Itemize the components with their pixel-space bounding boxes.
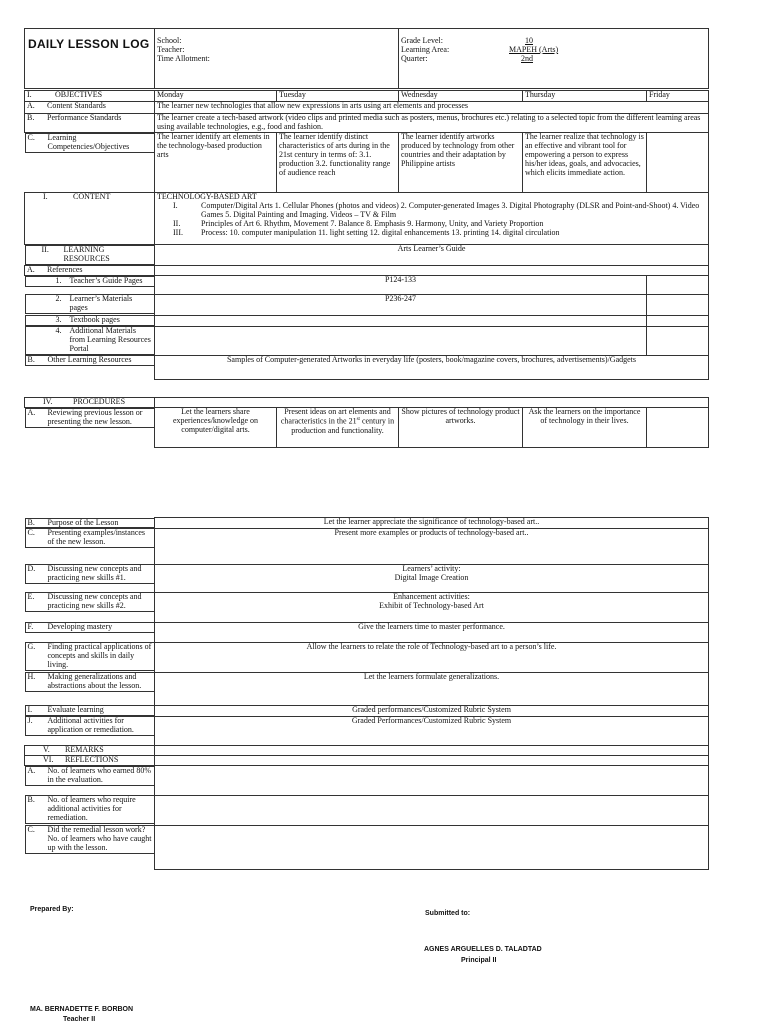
row-letter: E.: [27, 592, 35, 602]
reviewing-row: [25, 407, 709, 447]
proc-row: [25, 564, 709, 592]
content-item: [157, 202, 706, 220]
quarter-value: 2nd: [521, 54, 533, 63]
additional-materials-row: [25, 326, 709, 355]
row-letter: C.: [27, 133, 35, 142]
principal-title: Principal II: [461, 957, 497, 964]
competency-monday: The learner identify art elements in the technology-based production arts: [155, 133, 277, 193]
row-letter: H.: [27, 672, 36, 682]
proc-line: Learners’ activity:: [402, 564, 461, 573]
row-letter: C.: [27, 825, 35, 835]
row-label: Did the remedial lesson work? No. of learners who have caught up with the lesson.: [47, 825, 152, 853]
row-letter: D.: [27, 564, 36, 574]
competency-friday: [647, 133, 709, 193]
content-item-text: Process: 10. computer manipulation 11. light setting 12. digital enhancements 13. printing 14. digital circulation: [201, 227, 560, 237]
content-standards-text: The learner new technologies that allow new expressions in arts using art elements and processes: [155, 102, 709, 114]
ref-num: 1.: [55, 275, 62, 285]
superscript: st: [356, 416, 360, 422]
learners-guide: Arts Learner’s Guide: [155, 245, 709, 266]
row-letter: A.: [27, 407, 36, 417]
proc-text: [155, 528, 709, 564]
review-friday: [647, 407, 709, 447]
review-wednesday: Show pictures of technology product artworks.: [399, 407, 523, 447]
reflections-num: VI.: [43, 755, 54, 764]
proc-text: [155, 592, 709, 622]
proc-row: [25, 592, 709, 622]
proc-text: [155, 518, 709, 529]
proc-text: [155, 716, 709, 745]
page-title: DAILY LESSON LOG: [25, 29, 155, 89]
day-wednesday: Wednesday: [399, 91, 523, 102]
resources-num: II.: [41, 245, 49, 254]
school-label: School:: [157, 36, 182, 45]
proc-line: Present more examples or products of technology-based art..: [334, 528, 529, 537]
empty-cell: [155, 825, 709, 869]
competency-thursday: The learner realize that technology is an effective and vibrant tool for empowering a person to express his/her ideas, goals, and advocacies, which elicits immediate action.: [523, 133, 647, 193]
proc-line: Graded Performances/Customized Rubric System: [351, 716, 512, 725]
procedures-table: [24, 397, 709, 448]
remarks-num: V.: [43, 745, 50, 754]
objectives-num: I.: [27, 90, 32, 99]
submitted-to-label: Submitted to:: [425, 910, 471, 917]
lesson-table: [24, 90, 709, 380]
row-label: Discussing new concepts and practicing new skills #1.: [47, 564, 142, 583]
content-item-num: II.: [173, 218, 181, 228]
objectives-label: OBJECTIVES: [55, 90, 103, 99]
empty-cell: [155, 265, 709, 275]
teacher-title: Teacher II: [63, 1016, 96, 1023]
proc-text: [155, 672, 709, 705]
row-letter: J.: [27, 716, 33, 726]
references-row: [25, 265, 709, 275]
empty-cell: [155, 795, 709, 825]
row-letter: G.: [27, 642, 36, 652]
proc-line: Digital Image Creation: [394, 572, 469, 582]
empty-cell: [155, 765, 709, 795]
day-friday: Friday: [647, 91, 709, 102]
row-label: Purpose of the Lesson: [47, 517, 119, 527]
ref-num: 2.: [55, 294, 62, 304]
learners-materials-pages: P236-247: [155, 294, 647, 315]
content-item: [157, 229, 706, 238]
objectives-row: [25, 91, 709, 102]
proc-line: Exhibit of Technology-based Art: [379, 600, 484, 610]
prepared-by-label: Prepared By:: [30, 906, 74, 913]
teachers-guide-row: [25, 275, 709, 294]
row-letter: A.: [27, 265, 35, 274]
learners-materials-row: [25, 294, 709, 315]
row-letter: A.: [27, 765, 36, 775]
proc-text: [155, 705, 709, 716]
competencies-row: [25, 133, 709, 193]
row-label: Additional activities for application or remediation.: [47, 716, 134, 735]
grade-level-label: Grade Level:: [401, 36, 443, 45]
row-label: Presenting examples/instances of the new lesson.: [47, 528, 146, 547]
proc-text: [155, 622, 709, 642]
learning-area-value: MAPEH (Arts): [509, 45, 559, 54]
row-label: Performance Standards: [47, 113, 122, 122]
other-resources-text: Samples of Computer-generated Artworks in everyday life (posters, book/magazine covers, brochures, advertisements)/Gadgets: [155, 355, 709, 379]
proc-row: [25, 716, 709, 745]
empty-cell: [155, 326, 647, 355]
row-letter: B.: [27, 517, 35, 527]
proc-row: [25, 672, 709, 705]
reflections-row: [25, 755, 709, 765]
proc-line: Allow the learners to relate the role of Technology-based art to a person’s life.: [306, 642, 557, 651]
empty-cell: [647, 275, 709, 294]
day-monday: Monday: [155, 91, 277, 102]
review-tuesday: [277, 407, 399, 447]
proc-line: Give the learners time to master performance.: [358, 622, 505, 631]
remarks-label: REMARKS: [65, 745, 104, 754]
row-label: Reviewing previous lesson or presenting the new lesson.: [47, 407, 143, 426]
content-item-text: Computer/Digital Arts 1. Cellular Phones (photos and videos) 2. Computer-generated Images 3. Digital Photography (DLSR and Point-and-Shoot) 4. Video Games 5. Digital Painting and Imaging. Videos – TV & Film: [201, 200, 700, 219]
content-cell: [155, 193, 709, 245]
ref-num: 3.: [55, 315, 62, 325]
proc-text: [155, 564, 709, 592]
review-tuesday-text: Present ideas on art elements and characteristics in the 21: [280, 407, 391, 426]
procedures-header-row: [25, 398, 709, 408]
proc-line: Let the learners formulate generalizations.: [363, 672, 500, 681]
ref-num: 4.: [55, 326, 62, 336]
procedures-continued-table: [24, 517, 709, 870]
header-table: [24, 28, 709, 89]
teacher-name: MA. BERNADETTE F. BORBON: [30, 1006, 134, 1013]
proc-row: [25, 622, 709, 642]
other-resources-row: [25, 355, 709, 379]
empty-cell: [155, 315, 647, 326]
review-monday: Let the learners share experiences/knowledge on computer/digital arts.: [155, 407, 277, 447]
empty-cell: [647, 294, 709, 315]
row-letter: B.: [27, 355, 35, 365]
content-item-num: III.: [173, 227, 183, 237]
content-item-num: I.: [173, 200, 178, 210]
remarks-row: [25, 745, 709, 755]
day-tuesday: Tuesday: [277, 91, 399, 102]
day-thursday: Thursday: [523, 91, 647, 102]
ref-label: Additional Materials from Learning Resources Portal: [69, 326, 151, 354]
row-letter: B.: [27, 795, 35, 805]
content-label: CONTENT: [73, 192, 111, 201]
row-label: Developing mastery: [47, 622, 113, 632]
row-label: No. of learners who earned 80% in the evaluation.: [47, 765, 152, 784]
row-label: Finding practical applications of concepts and skills in daily living.: [47, 642, 152, 670]
competency-wednesday: The learner identify artworks produced by technology from other countries and their adaptation by Philippine artists: [399, 133, 523, 193]
proc-row: [25, 705, 709, 716]
row-label: References: [47, 265, 83, 274]
content-standards-row: [25, 102, 709, 114]
procedures-num: IV.: [43, 397, 53, 406]
ref-label: Textbook pages: [69, 315, 120, 325]
proc-line: Graded performances/Customized Rubric System: [352, 705, 511, 714]
empty-cell: [647, 315, 709, 326]
review-thursday: Ask the learners on the importance of technology in their lives.: [523, 407, 647, 447]
ref-label: Learner’s Materials pages: [69, 294, 133, 313]
row-label: Learning Competencies/Objectives: [47, 133, 130, 151]
row-label: Other Learning Resources: [47, 355, 132, 365]
content-item-text: Principles of Art 6. Rhythm, Movement 7. Balance 8. Emphasis 9. Harmony, Unity, and Variety Proportion: [201, 218, 544, 228]
row-letter: I.: [27, 705, 33, 715]
procedures-label: PROCEDURES: [73, 397, 126, 406]
empty-cell: [647, 326, 709, 355]
content-heading: TECHNOLOGY-BASED ART: [157, 192, 257, 201]
reflection-item-row: [25, 795, 709, 825]
proc-line: Let the learner appreciate the significance of technology-based art..: [323, 517, 540, 526]
grade-level-value: 10: [525, 36, 533, 45]
proc-row: [25, 518, 709, 529]
empty-cell: [155, 755, 709, 765]
proc-text: [155, 642, 709, 672]
performance-standards-row: [25, 114, 709, 133]
reflection-item-row: [25, 825, 709, 869]
row-letter: B.: [27, 113, 35, 122]
row-label: Making generalizations and abstractions about the lesson.: [47, 672, 142, 691]
row-letter: C.: [27, 528, 35, 538]
empty-cell: [155, 745, 709, 755]
competency-tuesday: The learner identify distinct characteristics of arts during in the 21st century in terms of: 3.1. production 3.2. functionality range of audience reach: [277, 133, 399, 193]
quarter-label: Quarter:: [401, 54, 428, 63]
proc-line: Enhancement activities:: [393, 592, 470, 601]
teacher-label: Teacher:: [157, 44, 185, 54]
resources-label: LEARNING RESOURCES: [63, 245, 110, 263]
ref-label: Teacher’s Guide Pages: [69, 275, 143, 285]
proc-row: [25, 642, 709, 672]
proc-row: [25, 528, 709, 564]
content-row: [25, 193, 709, 245]
row-label: Content Standards: [47, 101, 106, 110]
review-tuesday-text: century in production and functionality.: [291, 416, 395, 435]
row-label: Discussing new concepts and practicing new skills #2.: [47, 592, 142, 611]
textbook-row: [25, 315, 709, 326]
empty-cell: [155, 398, 709, 408]
principal-name: AGNES ARGUELLES D. TALADTAD: [424, 946, 542, 953]
learning-resources-row: [25, 245, 709, 266]
row-letter: A.: [27, 101, 35, 110]
row-label: Evaluate learning: [47, 705, 104, 715]
performance-standards-text: The learner create a tech-based artwork (video clips and printed media such as posters, menus, brochures etc.) relating to a selected topic from the different learning areas using available technologies, e.g., food and fashion.: [155, 114, 709, 133]
row-label: No. of learners who require additional activities for remediation.: [47, 795, 136, 823]
reflections-label: REFLECTIONS: [65, 755, 119, 764]
content-num: I.: [43, 192, 48, 201]
teachers-guide-pages: P124-133: [155, 275, 647, 294]
learning-area-label: Learning Area:: [401, 45, 450, 54]
row-letter: F.: [27, 622, 34, 632]
reflection-item-row: [25, 765, 709, 795]
time-allotment-label: Time Allotment:: [157, 53, 210, 63]
